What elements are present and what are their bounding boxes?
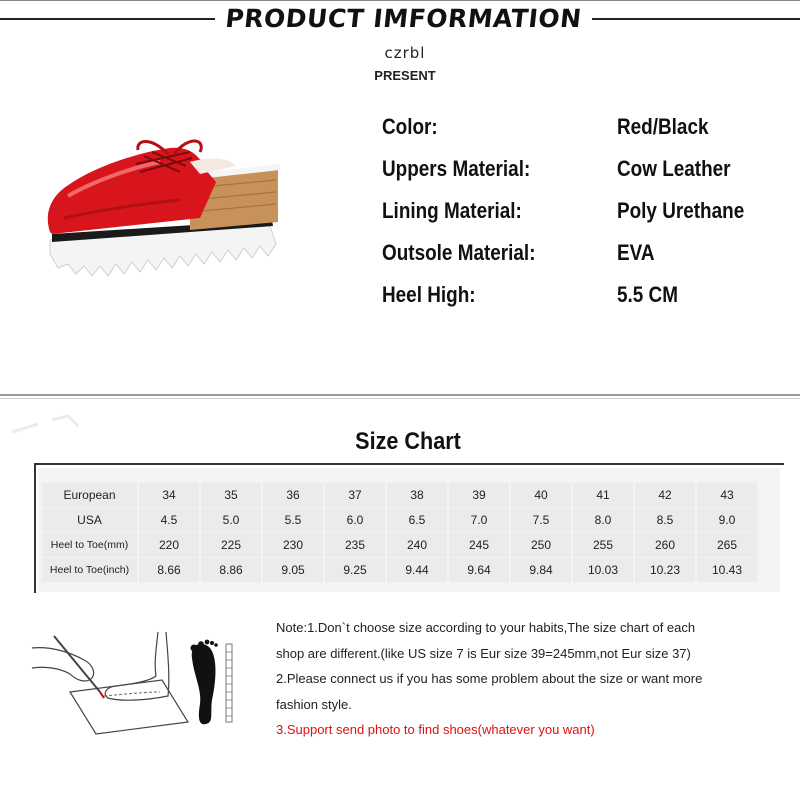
note-line-1: Note:1.Don`t choose size according to your habits,The size chart of each [276,620,696,635]
table-cell: 8.66 [139,558,199,582]
size-chart-table [40,482,759,583]
table-cell: 9.0 [697,508,757,532]
size-table-left-border [34,463,36,593]
table-cell: 43 [697,483,757,507]
size-table-top-border [34,463,784,465]
table-cell: 37 [325,483,385,507]
table-row-usa [42,508,757,532]
faint-watermark-mark [8,412,88,438]
spec-value-outsole-material: EVA [617,240,655,265]
top-border [0,0,800,1]
spec-value-heel-high: 5.5 CM [617,282,678,307]
table-cell: 9.84 [511,558,571,582]
section-divider [0,394,800,396]
table-cell: 5.0 [201,508,261,532]
spec-value-color: Red/Black [617,114,709,139]
table-cell: 255 [573,533,633,557]
table-cell: 10.23 [635,558,695,582]
note-line-4: fashion style. [276,697,352,712]
note-line-3: 2.Please connect us if you has some problem about the size or want more [276,671,703,686]
table-cell: 10.03 [573,558,633,582]
foot-measuring-diagram [30,630,250,735]
title-rule-left [0,18,215,20]
table-cell: 9.44 [387,558,447,582]
size-chart-title: Size Chart [355,428,461,455]
spec-label-heel-high: Heel High: [382,282,476,307]
spec-label-uppers-material: Uppers Material: [382,156,531,181]
spec-value-lining-material: Poly Urethane [617,198,745,223]
note-line-2: shop are different.(like US size 7 is Eur size 39=245mm,not Eur size 37) [276,646,691,661]
table-cell: 225 [201,533,261,557]
spec-value-uppers-material: Cow Leather [617,156,731,181]
table-cell: 9.05 [263,558,323,582]
brand-logo: czrbl [384,44,426,62]
section-divider-shadow [0,398,800,399]
table-cell: 235 [325,533,385,557]
table-cell: 7.0 [449,508,509,532]
table-cell: 260 [635,533,695,557]
table-row-european [42,483,757,507]
table-cell: 41 [573,483,633,507]
table-cell: 8.0 [573,508,633,532]
title-rule-right [592,18,800,20]
product-shoe-image [40,122,300,290]
row-header-heel-to-toe-inch: Heel to Toe(inch) [42,558,137,582]
table-cell: 42 [635,483,695,507]
table-cell: 35 [201,483,261,507]
table-cell: 250 [511,533,571,557]
table-cell: 5.5 [263,508,323,532]
table-cell: 245 [449,533,509,557]
table-cell: 4.5 [139,508,199,532]
table-row-heel-to-toe-inch [42,558,757,582]
row-header-european: European [42,483,137,507]
table-cell: 9.64 [449,558,509,582]
table-cell: 7.5 [511,508,571,532]
table-cell: 8.5 [635,508,695,532]
table-cell: 36 [263,483,323,507]
table-cell: 40 [511,483,571,507]
table-cell: 39 [449,483,509,507]
table-cell: 240 [387,533,447,557]
note-line-5-highlight: 3.Support send photo to find shoes(whatever you want) [276,722,595,737]
table-cell: 230 [263,533,323,557]
spec-label-outsole-material: Outsole Material: [382,240,536,265]
table-cell: 6.5 [387,508,447,532]
table-cell: 9.25 [325,558,385,582]
table-cell: 38 [387,483,447,507]
table-cell: 10.43 [697,558,757,582]
page-title: PRODUCT IMFORMATION [223,4,584,33]
table-cell: 8.86 [201,558,261,582]
spec-label-color: Color: [382,114,438,139]
table-cell: 220 [139,533,199,557]
table-cell: 34 [139,483,199,507]
row-header-usa: USA [42,508,137,532]
brand-present-label: PRESENT [374,68,436,83]
spec-label-lining-material: Lining Material: [382,198,522,223]
table-cell: 6.0 [325,508,385,532]
row-header-heel-to-toe-mm: Heel to Toe(mm) [42,533,137,557]
table-row-heel-to-toe-mm [42,533,757,557]
table-cell: 265 [697,533,757,557]
